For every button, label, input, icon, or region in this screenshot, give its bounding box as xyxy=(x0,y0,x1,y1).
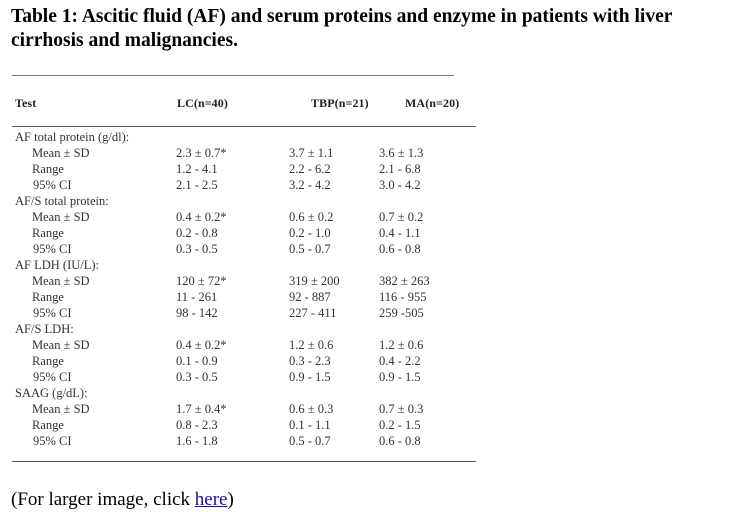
cell-tbp: 227 - 411 xyxy=(289,306,337,320)
cell-tbp: 2.2 - 6.2 xyxy=(289,162,331,176)
table-caption: Table 1: Ascitic fluid (AF) and serum proteins and enzyme in patients with liver cirrhosis and malignancies. xyxy=(11,6,673,51)
larger-image-link[interactable]: here xyxy=(194,489,228,510)
group-label: AF total protein (g/dl): xyxy=(15,130,130,144)
cell-ma: 2.1 - 6.8 xyxy=(379,162,421,176)
cell-tbp: 319 ± 200 xyxy=(289,274,340,288)
row-label: Mean ± SD xyxy=(32,274,90,288)
cell-ma: 0.7 ± 0.3 xyxy=(379,402,424,416)
table-body xyxy=(11,129,481,449)
cell-tbp: 0.5 - 0.7 xyxy=(289,242,331,256)
cell-lc: 98 - 142 xyxy=(176,306,218,320)
table-row xyxy=(11,305,481,321)
row-label: Range xyxy=(32,162,64,176)
cell-lc: 0.2 - 0.8 xyxy=(176,226,218,240)
table-row xyxy=(11,209,481,225)
header-lc: LC(n=40) xyxy=(177,96,228,110)
row-label: 95% CI xyxy=(33,434,72,448)
cell-ma: 0.6 - 0.8 xyxy=(379,242,421,256)
cell-ma: 382 ± 263 xyxy=(379,274,430,288)
bottom-rule xyxy=(12,461,476,462)
cell-lc: 0.3 - 0.5 xyxy=(176,370,218,384)
group-heading-row xyxy=(11,129,481,145)
cell-lc: 0.1 - 0.9 xyxy=(176,354,218,368)
cell-tbp: 0.1 - 1.1 xyxy=(289,418,331,432)
table-row xyxy=(11,273,481,289)
top-rule xyxy=(12,75,454,76)
cell-lc: 1.6 - 1.8 xyxy=(176,434,218,448)
group-label: SAAG (g/dL): xyxy=(15,386,88,400)
row-label: Range xyxy=(32,354,64,368)
table-row xyxy=(11,369,481,385)
table-row xyxy=(11,161,481,177)
group-heading-row xyxy=(11,257,481,273)
table-row xyxy=(11,289,481,305)
cell-lc: 2.3 ± 0.7* xyxy=(176,146,227,160)
cell-lc: 2.1 - 2.5 xyxy=(176,178,218,192)
footer-prefix: (For larger image, click xyxy=(11,489,195,510)
row-label: Range xyxy=(32,290,64,304)
row-label: 95% CI xyxy=(33,370,72,384)
cell-lc: 1.7 ± 0.4* xyxy=(176,402,227,416)
cell-tbp: 92 - 887 xyxy=(289,290,331,304)
group-label: AF/S LDH: xyxy=(15,322,74,336)
row-label: 95% CI xyxy=(33,306,72,320)
cell-ma: 0.4 - 2.2 xyxy=(379,354,421,368)
table-row xyxy=(11,225,481,241)
cell-lc: 0.4 ± 0.2* xyxy=(176,338,227,352)
row-label: Range xyxy=(32,418,64,432)
cell-lc: 0.8 - 2.3 xyxy=(176,418,218,432)
cell-ma: 0.2 - 1.5 xyxy=(379,418,421,432)
cell-lc: 0.4 ± 0.2* xyxy=(176,210,227,224)
cell-tbp: 3.7 ± 1.1 xyxy=(289,146,334,160)
table-row xyxy=(11,353,481,369)
table-row xyxy=(11,433,481,449)
row-label: 95% CI xyxy=(33,242,72,256)
larger-image-note xyxy=(11,488,234,512)
cell-ma: 1.2 ± 0.6 xyxy=(379,338,424,352)
header-ma: MA(n=20) xyxy=(405,96,460,110)
header-tbp: TBP(n=21) xyxy=(311,96,369,110)
footer-suffix: ) xyxy=(227,489,234,510)
row-label: Mean ± SD xyxy=(32,146,90,160)
cell-tbp: 0.2 - 1.0 xyxy=(289,226,331,240)
header-test: Test xyxy=(15,96,37,110)
cell-lc: 1.2 - 4.1 xyxy=(176,162,218,176)
cell-lc: 11 - 261 xyxy=(176,290,218,304)
group-heading-row xyxy=(11,385,481,401)
row-label: Mean ± SD xyxy=(32,402,90,416)
table-row xyxy=(11,401,481,417)
table-row xyxy=(11,145,481,161)
cell-ma: 0.9 - 1.5 xyxy=(379,370,421,384)
cell-tbp: 0.3 - 2.3 xyxy=(289,354,331,368)
table-row xyxy=(11,337,481,353)
table-row xyxy=(11,177,481,193)
cell-ma: 259 -505 xyxy=(379,306,424,320)
table-row xyxy=(11,241,481,257)
header-rule xyxy=(12,126,476,127)
cell-ma: 3.0 - 4.2 xyxy=(379,178,421,192)
cell-tbp: 0.6 ± 0.3 xyxy=(289,402,334,416)
cell-ma: 0.4 - 1.1 xyxy=(379,226,421,240)
cell-ma: 0.6 - 0.8 xyxy=(379,434,421,448)
table-row xyxy=(11,417,481,433)
cell-tbp: 0.9 - 1.5 xyxy=(289,370,331,384)
cell-tbp: 3.2 - 4.2 xyxy=(289,178,331,192)
group-heading-row xyxy=(11,321,481,337)
row-label: Mean ± SD xyxy=(32,338,90,352)
row-label: Range xyxy=(32,226,64,240)
group-label: AF/S total protein: xyxy=(15,194,109,208)
cell-ma: 3.6 ± 1.3 xyxy=(379,146,424,160)
cell-ma: 0.7 ± 0.2 xyxy=(379,210,424,224)
cell-lc: 120 ± 72* xyxy=(176,274,227,288)
group-heading-row xyxy=(11,193,481,209)
group-label: AF LDH (IU/L): xyxy=(15,258,100,272)
cell-lc: 0.3 - 0.5 xyxy=(176,242,218,256)
cell-tbp: 1.2 ± 0.6 xyxy=(289,338,334,352)
cell-tbp: 0.5 - 0.7 xyxy=(289,434,331,448)
cell-tbp: 0.6 ± 0.2 xyxy=(289,210,334,224)
row-label: Mean ± SD xyxy=(32,210,90,224)
cell-ma: 116 - 955 xyxy=(379,290,427,304)
row-label: 95% CI xyxy=(33,178,72,192)
